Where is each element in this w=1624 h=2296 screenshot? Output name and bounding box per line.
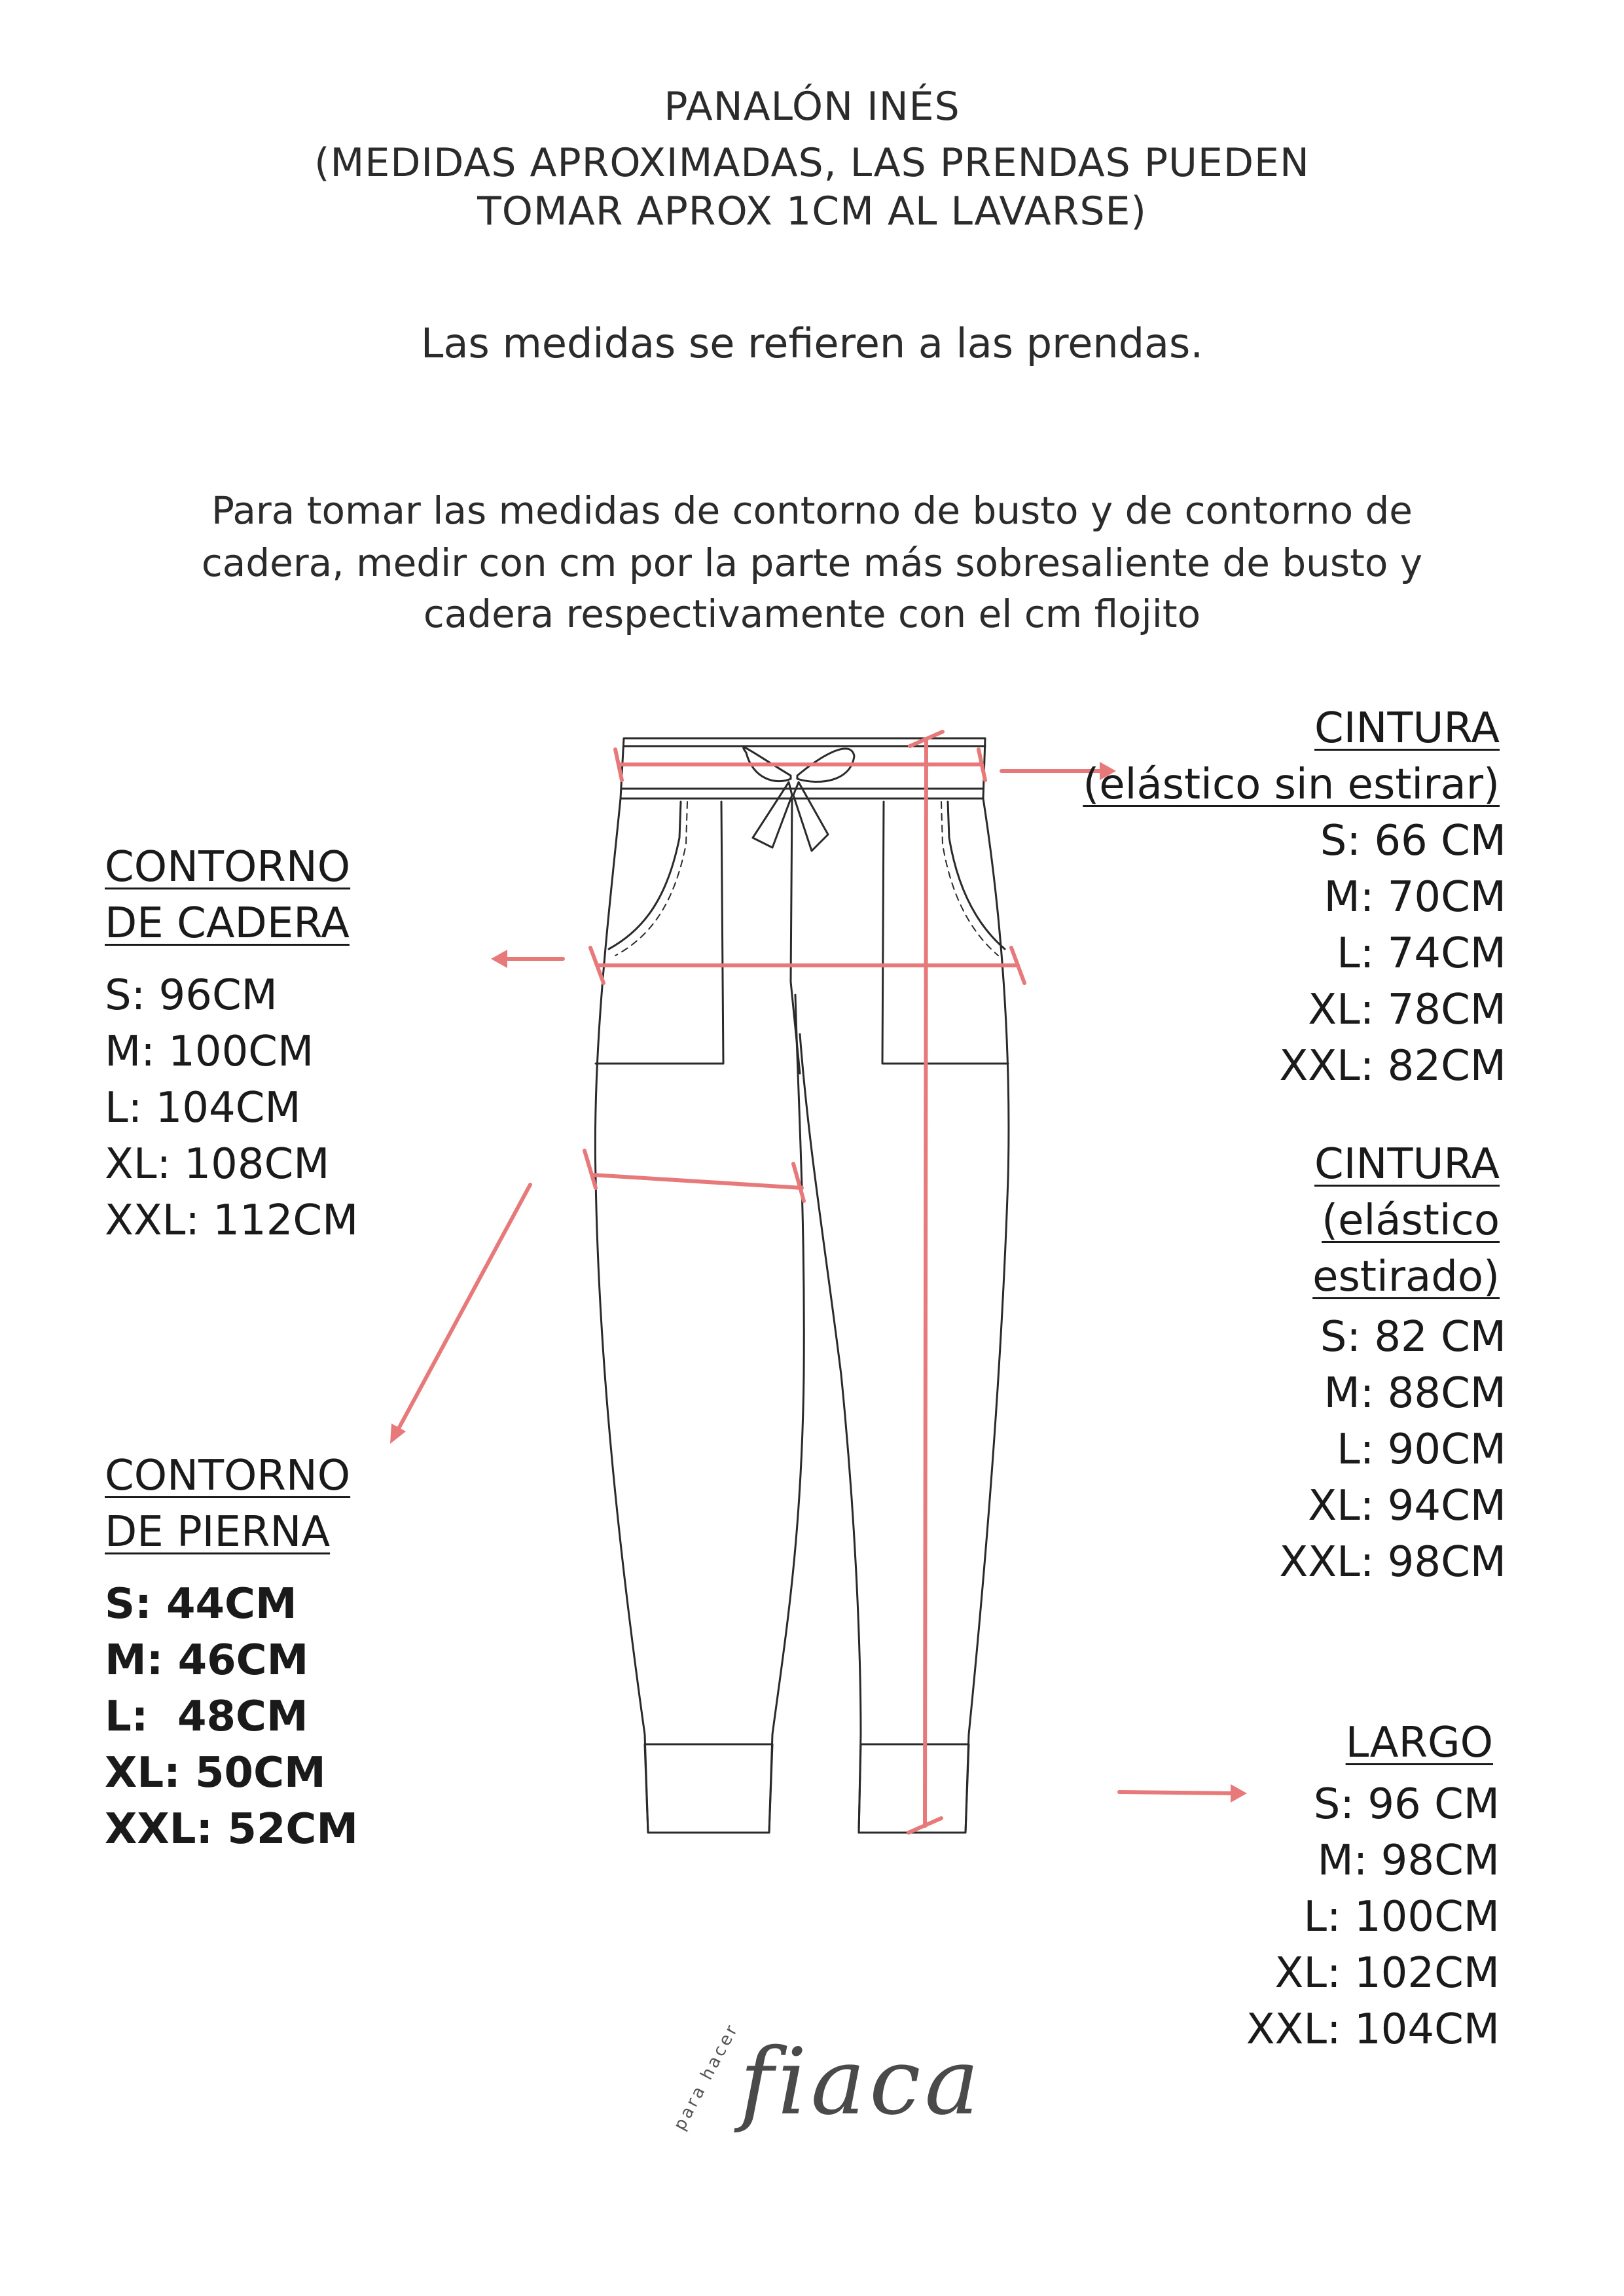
cintura-title-1: CINTURA [1314,704,1500,753]
length-arrow-head [1231,1784,1247,1803]
cintura-b-size-l: L: 90CM [1337,1426,1506,1474]
largo-label [1346,1715,1493,1771]
cintura-b-size-m: M: 88CM [1324,1369,1506,1418]
cintura-estirado-label [1312,1136,1500,1305]
cintura-a-size-l: L: 74CM [1337,929,1506,978]
brand-logo [661,2016,983,2147]
pierna-label [105,1448,350,1560]
note-line-2: TOMAR APROX 1CM AL LAVARSE) [477,188,1147,234]
cintura-estirado-title-2: (elástico [1322,1196,1500,1245]
cadera-size-xl: XL: 108CM [105,1140,330,1189]
leg-tick-left [585,1151,596,1188]
pierna-size-xl: XL: 50CM [105,1749,326,1797]
hip-arrow-head [491,950,507,968]
cadera-size-m: M: 100CM [105,1028,314,1076]
pants-outline [595,738,1009,1833]
pierna-size-xxl: XXL: 52CM [105,1805,359,1854]
length-measure-line [925,740,926,1826]
logo-big-text: fiaca [740,2029,983,2136]
pierna-size-s: S: 44CM [105,1580,297,1628]
largo-size-m: M: 98CM [1317,1837,1500,1885]
cintura-estirado-sizes [1279,1309,1506,1590]
right-pocket-opening [948,802,1005,949]
cintura-a-size-s: S: 66 CM [1320,817,1506,865]
cadera-title-1: CONTORNO [105,843,351,891]
right-cuff [859,1744,969,1833]
instructions-line-1: Para tomar las medidas de contorno de busto y de contorno de [211,488,1413,533]
left-pocket-opening [609,802,681,949]
fly-line [791,798,800,1073]
measurement-lines [396,732,1237,1833]
largo-title: LARGO [1345,1719,1493,1767]
pierna-title-1: CONTORNO [105,1452,351,1500]
subtitle: Las medidas se refieren a las prendas. [420,319,1204,367]
cintura-a-size-m: M: 70CM [1324,873,1506,922]
left-leg-inner [769,995,804,1833]
instructions-line-2: cadera, medir con cm por la parte más sobresaliente de busto y [201,541,1423,585]
leg-arrow-line [396,1185,530,1433]
pierna-sizes [105,1576,358,1857]
largo-size-s: S: 96 CM [1313,1780,1500,1829]
bow-left-tail [753,782,792,848]
left-leg-outer [595,798,648,1833]
largo-size-xl: XL: 102CM [1274,1949,1500,1998]
cadera-size-s: S: 96CM [105,971,278,1020]
cintura-b-size-s: S: 82 CM [1320,1313,1506,1361]
left-patch-pocket [596,802,723,1064]
left-cuff [645,1744,772,1833]
cintura-a-size-xl: XL: 78CM [1308,986,1506,1034]
largo-size-xxl: XXL: 104CM [1246,2005,1500,2054]
page-title: PANALÓN INÉS [664,84,960,130]
cadera-sizes [105,967,358,1249]
logo-small-text: para hacer [670,2020,743,2134]
cintura-title-2: (elástico sin estirar) [1083,761,1500,809]
length-arrow-line [1119,1792,1237,1793]
left-pocket-stitch [615,802,687,956]
cintura-sin-estirar-sizes [1279,813,1506,1094]
bow-right-tail [793,782,828,851]
pierna-title-2: DE PIERNA [105,1508,331,1556]
largo-sizes [1246,1776,1500,2058]
cadera-title-2: DE CADERA [105,899,350,948]
right-leg-outer [965,798,1009,1833]
cintura-estirado-title-3: estirado) [1312,1253,1500,1301]
cadera-size-xxl: XXL: 112CM [105,1196,359,1245]
cintura-sin-estirar-label [1083,700,1500,813]
cadera-label [105,839,350,952]
largo-size-l: L: 100CM [1303,1893,1500,1941]
arrow-heads [390,762,1247,1803]
right-leg-inner [800,1034,861,1833]
pierna-size-l: L: 48CM [105,1693,308,1741]
pierna-size-m: M: 46CM [105,1636,309,1685]
leg-measure-line [592,1175,802,1188]
cadera-size-l: L: 104CM [105,1084,301,1132]
note-line-1: (MEDIDAS APROXIMADAS, LAS PRENDAS PUEDEN [314,140,1310,186]
cintura-a-size-xxl: XXL: 82CM [1279,1042,1506,1090]
cintura-b-size-xxl: XXL: 98CM [1279,1538,1506,1587]
instructions-line-3: cadera respectivamente con el cm flojito [423,592,1201,636]
cintura-estirado-title-1: CINTURA [1314,1140,1500,1189]
cintura-b-size-xl: XL: 94CM [1308,1482,1506,1530]
